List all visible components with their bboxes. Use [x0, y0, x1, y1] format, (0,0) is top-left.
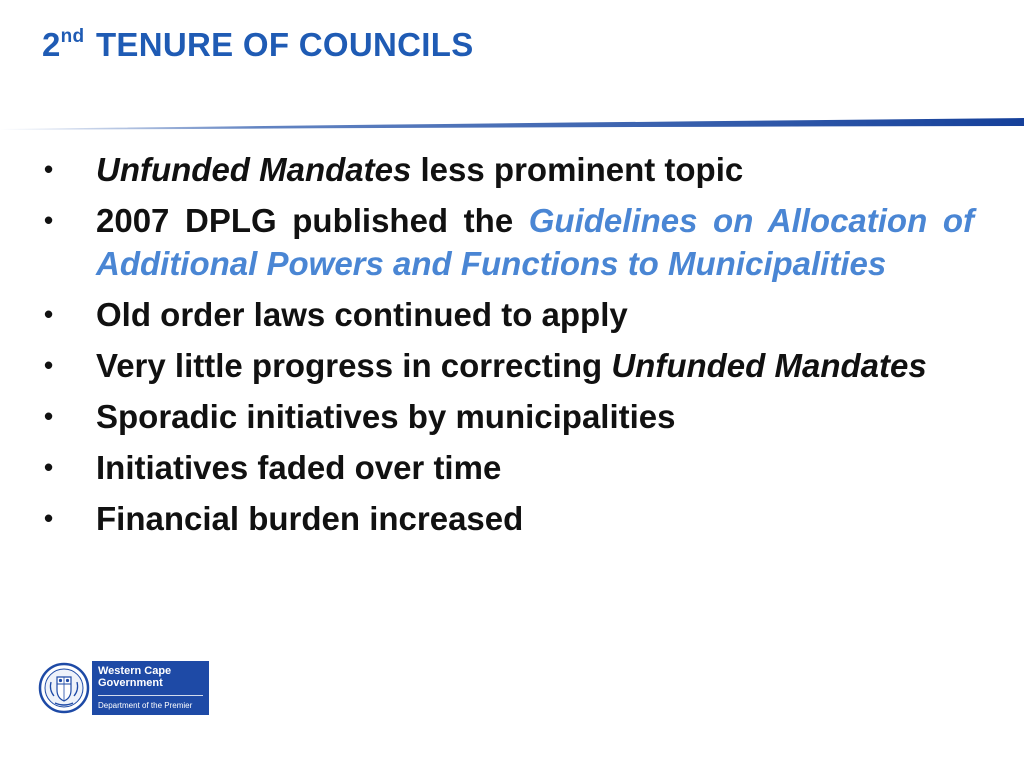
bullet-icon: • — [44, 452, 54, 482]
item-text: Sporadic initiatives by municipalities — [96, 398, 676, 435]
title-ordinal: 2 — [42, 26, 61, 63]
coat-of-arms-icon — [36, 661, 92, 715]
logo-department: Department of the Premier — [98, 701, 193, 710]
item-text: Old order laws continued to apply — [96, 296, 628, 333]
bullet-list — [44, 148, 974, 548]
header-divider — [0, 117, 1024, 131]
bullet-icon: • — [44, 154, 54, 184]
bullet-icon: • — [44, 205, 54, 235]
bullet-icon: • — [44, 503, 54, 533]
title-text: TENURE OF COUNCILS — [95, 26, 474, 63]
bullet-icon: • — [44, 299, 54, 329]
title-ordinal-suffix: nd — [60, 26, 85, 47]
guidelines-link[interactable]: Guidelines on Allocation of Additional Powers and Functions to Municipalities — [96, 202, 974, 282]
list-item — [44, 148, 974, 191]
western-cape-government-logo — [36, 661, 209, 715]
item-text: Initiatives faded over time — [96, 449, 502, 486]
item-text: Financial burden increased — [96, 500, 524, 537]
item-text: Very little progress in correcting — [96, 347, 612, 384]
logo-line-1: Western Cape — [98, 665, 172, 677]
item-emphasis: Unfunded Mandates — [611, 347, 927, 384]
list-item — [44, 497, 974, 540]
slide-title — [42, 26, 474, 64]
item-text: less prominent topic — [411, 151, 744, 188]
list-item — [44, 199, 974, 285]
logo-line-2: Government — [98, 677, 163, 689]
list-item — [44, 344, 974, 387]
logo-divider — [98, 695, 203, 696]
item-text: 2007 DPLG published the — [96, 202, 529, 239]
logo-text-panel — [92, 661, 209, 715]
list-item — [44, 395, 974, 438]
bullet-icon: • — [44, 401, 54, 431]
bullet-icon: • — [44, 350, 54, 380]
item-emphasis: Unfunded Mandates — [96, 151, 412, 188]
list-item — [44, 446, 974, 489]
list-item — [44, 293, 974, 336]
